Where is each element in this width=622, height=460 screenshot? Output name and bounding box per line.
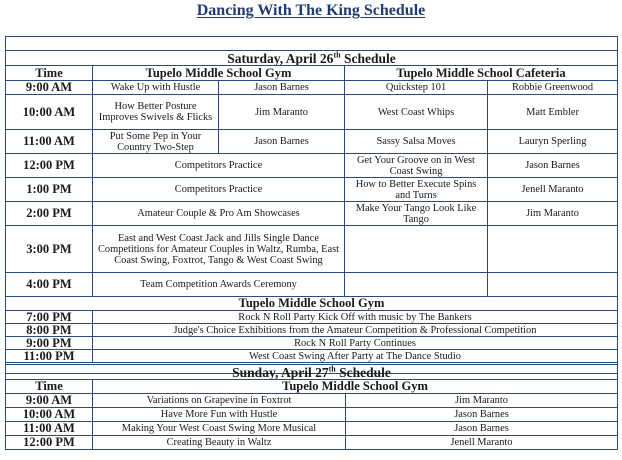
time-cell: 3:00 PM: [6, 226, 93, 273]
cafe-event-cell: West Coast Whips: [345, 95, 488, 130]
gym-event-cell: How Better Posture Improves Swivels & Flicks: [93, 95, 219, 130]
time-cell: 10:00 AM: [6, 95, 93, 130]
table-row: [6, 422, 618, 436]
cafe-instructor-cell: Jason Barnes: [488, 154, 618, 178]
cafe-instructor-cell: Jim Maranto: [488, 202, 618, 226]
cafe-event-cell: Get Your Groove on in West Coast Swing: [345, 154, 488, 178]
gym-event-cell: East and West Coast Jack and Jills Single Dance Competitions for Amateur Couples in Waltz, Rumba, East Coast Swing, Foxtrot, Tango & West Coast Swing: [93, 226, 345, 273]
time-cell: 2:00 PM: [6, 202, 93, 226]
gym-event-cell: Team Competition Awards Ceremony: [93, 273, 345, 297]
gym-instructor-cell: Jason Barnes: [219, 81, 345, 95]
table-row: [6, 95, 618, 130]
evening-venue-header: Tupelo Middle School Gym: [6, 297, 618, 311]
spacer-row: [6, 37, 618, 51]
cafe-event-cell: Sassy Salsa Moves: [345, 130, 488, 154]
cafe-instructor-cell: Jenell Maranto: [488, 178, 618, 202]
event-cell: Judge's Choice Exhibitions from the Amateur Competition & Professional Competition: [93, 324, 618, 337]
cafe-event-cell: Quickstep 101: [345, 81, 488, 95]
event-cell: Rock N Roll Party Kick Off with music by The Bankers: [93, 311, 618, 324]
table-row: [6, 324, 618, 337]
event-cell: Making Your West Coast Swing More Musical: [93, 422, 346, 436]
venue-cafeteria-header: Tupelo Middle School Cafeteria: [345, 66, 618, 81]
time-column-header: Time: [6, 66, 93, 81]
time-cell: 9:00 AM: [6, 394, 93, 408]
table-row: [6, 226, 618, 273]
table-row: [6, 350, 618, 363]
table-row: [6, 178, 618, 202]
saturday-header: Saturday, April 26th Schedule: [6, 51, 618, 66]
cafe-event-cell: Make Your Tango Look Like Tango: [345, 202, 488, 226]
gym-instructor-cell: Jason Barnes: [219, 130, 345, 154]
time-cell: 9:00 PM: [6, 337, 93, 350]
gym-instructor-cell: Jim Maranto: [219, 95, 345, 130]
table-row: [6, 81, 618, 95]
time-cell: 4:00 PM: [6, 273, 93, 297]
gym-event-cell: Amateur Couple & Pro Am Showcases: [93, 202, 345, 226]
time-column-header: Time: [6, 380, 93, 394]
instructor-cell: Jason Barnes: [346, 408, 618, 422]
time-cell: 12:00 PM: [6, 436, 93, 450]
sunday-schedule-table: [5, 364, 618, 450]
gym-event-cell: Competitors Practice: [93, 154, 345, 178]
empty-cell: [488, 273, 618, 297]
gym-event-cell: Competitors Practice: [93, 178, 345, 202]
time-cell: 1:00 PM: [6, 178, 93, 202]
time-cell: 7:00 PM: [6, 311, 93, 324]
cafe-instructor-cell: Lauryn Sperling: [488, 130, 618, 154]
venue-gym-header: Tupelo Middle School Gym: [93, 66, 345, 81]
table-row: [6, 202, 618, 226]
event-cell: Rock N Roll Party Continues: [93, 337, 618, 350]
table-row: [6, 337, 618, 350]
instructor-cell: Jim Maranto: [346, 394, 618, 408]
table-row: [6, 154, 618, 178]
table-row: [6, 394, 618, 408]
time-cell: 12:00 PM: [6, 154, 93, 178]
table-row: [6, 273, 618, 297]
cafe-instructor-cell: Matt Embler: [488, 95, 618, 130]
event-cell: Have More Fun with Hustle: [93, 408, 346, 422]
table-row: [6, 311, 618, 324]
time-cell: 10:00 AM: [6, 408, 93, 422]
instructor-cell: Jason Barnes: [346, 422, 618, 436]
event-cell: Variations on Grapevine in Foxtrot: [93, 394, 346, 408]
instructor-cell: Jenell Maranto: [346, 436, 618, 450]
time-cell: 11:00 AM: [6, 130, 93, 154]
table-row: [6, 130, 618, 154]
empty-cell: [488, 226, 618, 273]
gym-event-cell: Put Some Pep in Your Country Two-Step: [93, 130, 219, 154]
page-title: Dancing With The King Schedule: [196, 2, 426, 19]
empty-cell: [345, 226, 488, 273]
saturday-schedule-table: [5, 36, 618, 374]
venue-gym-header: Tupelo Middle School Gym: [93, 380, 618, 394]
time-cell: 11:00 PM: [6, 350, 93, 363]
time-cell: 11:00 AM: [6, 422, 93, 436]
time-cell: 8:00 PM: [6, 324, 93, 337]
table-row: [6, 408, 618, 422]
time-cell: 9:00 AM: [6, 81, 93, 95]
event-cell: West Coast Swing After Party at The Dance Studio: [93, 350, 618, 363]
cafe-instructor-cell: Robbie Greenwood: [488, 81, 618, 95]
cafe-event-cell: How to Better Execute Spins and Turns: [345, 178, 488, 202]
empty-cell: [345, 273, 488, 297]
sunday-header: Sunday, April 27th Schedule: [6, 365, 618, 380]
event-cell: Creating Beauty in Waltz: [93, 436, 346, 450]
gym-event-cell: Wake Up with Hustle: [93, 81, 219, 95]
table-row: [6, 436, 618, 450]
